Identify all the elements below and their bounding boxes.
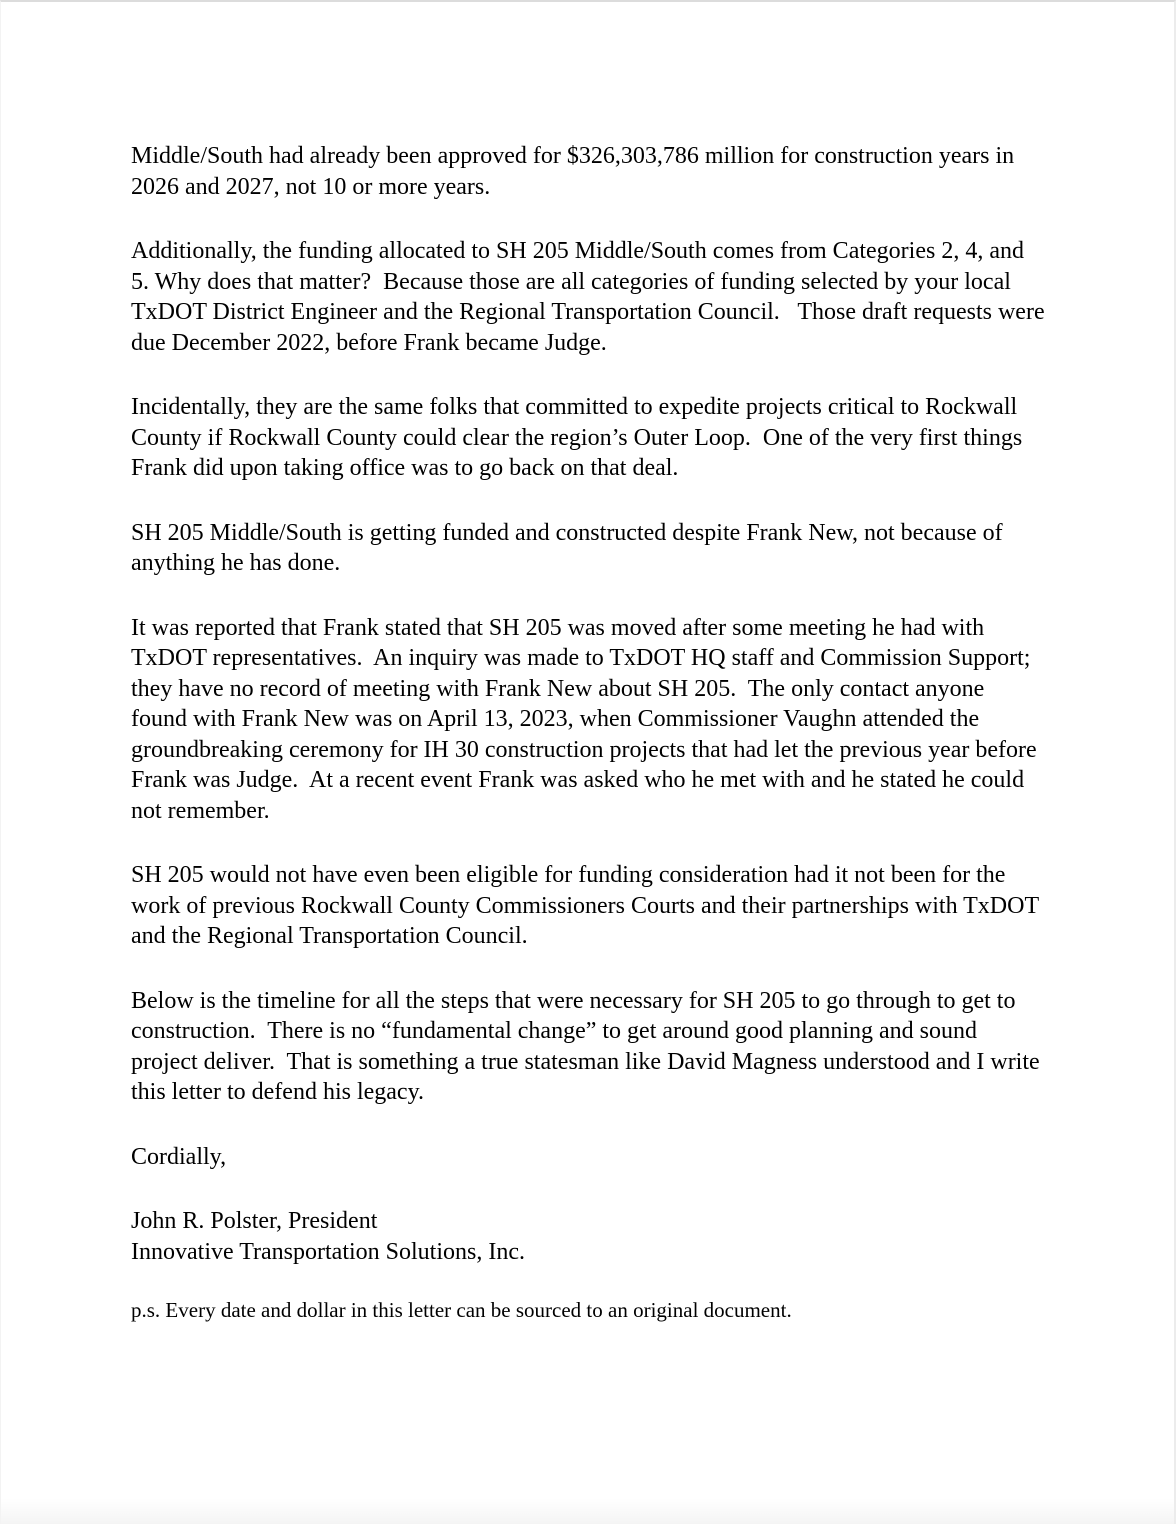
letter-paragraph: Below is the timeline for all the steps that were necessary for SH 205 to go through to get to construction. There is no “fundamental change” to get around good planning and sound project deliver. That is something a true statesman like David Magness understood and I write this letter to defend his legacy. [131,987,1046,1105]
postscript: p.s. Every date and dollar in this letter can be sourced to an original document. [131,1298,792,1322]
letter-paragraph: Middle/South had already been approved for $326,303,786 million for construction years in 2026 and 2027, not 10 or more years. [131,143,1021,200]
letter-paragraph: Additionally, the funding allocated to SH 205 Middle/South comes from Categories 2, 4, and 5. Why does that matter? Because those are all categories of funding selected by your local TxDOT District Engineer and the Regional Transportation Council. Those draft requests were due December 2022, before Frank became Judge. [131,238,1051,356]
signature-company: Innovative Transportation Solutions, Inc. [131,1238,525,1265]
letter-paragraph: SH 205 Middle/South is getting funded and constructed despite Frank New, not because of anything he has done. [131,519,1009,576]
letter-paragraph: Incidentally, they are the same folks that committed to expedite projects critical to Rockwall County if Rockwall County could clear the region’s Outer Loop. One of the very first things Frank did upon taking office was to go back on that deal. [131,394,1029,481]
letter-paragraph: It was reported that Frank stated that SH 205 was moved after some meeting he had with TxDOT representatives. An inquiry was made to TxDOT HQ staff and Commission Support; they have no record of meeting with Frank New about SH 205. The only contact anyone found with Frank New was on April 13, 2023, when Commissioner Vaughn attended the groundbreaking ceremony for IH 30 construction projects that had let the previous year before Frank was Judge. At a recent event Frank was asked who he met with and he stated he could not remember. [131,614,1043,824]
letter-paragraph: SH 205 would not have even been eligible for funding consideration had it not been for the work of previous Rockwall County Commissioners Courts and their partnerships with TxDOT and the Regional Transportation Council. [131,862,1045,949]
closing-salutation: Cordially, [131,1143,227,1170]
signature-block [131,1206,1046,1267]
signature-name: John R. Polster, President [131,1208,378,1234]
letter-body [131,141,1051,1324]
